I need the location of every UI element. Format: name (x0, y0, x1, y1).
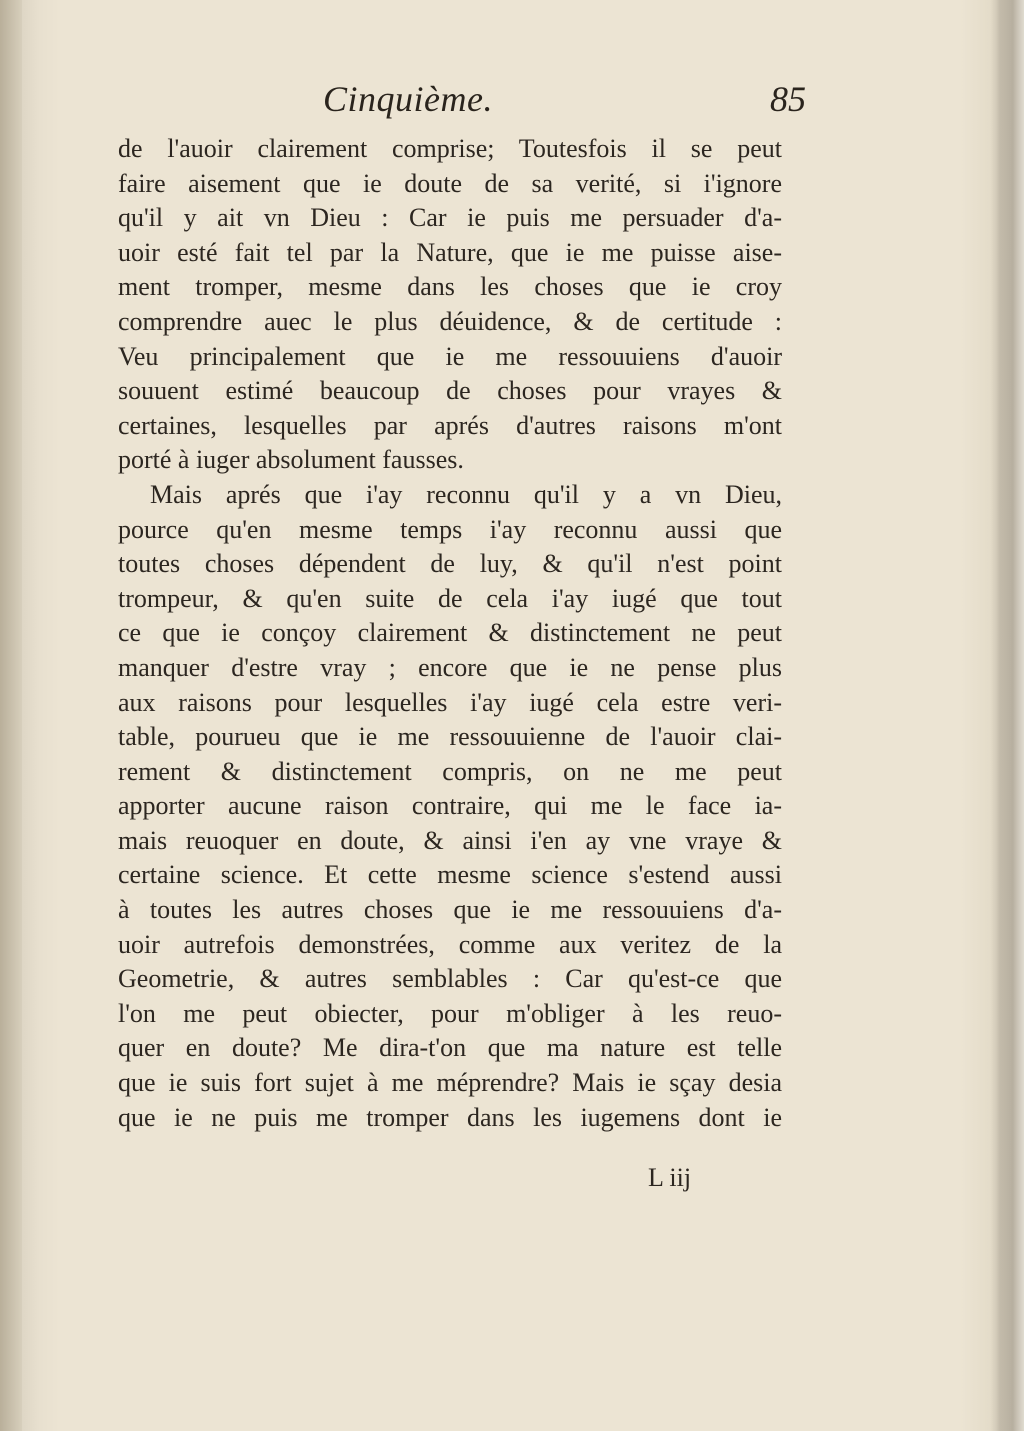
facing-page-edge (0, 0, 22, 1431)
text-line: comprendre auec le plus déuidence, & de certitude : (118, 306, 782, 336)
text-line: quer en doute? Me dira-t'on que ma nature est telle (118, 1033, 782, 1063)
text-line: à toutes les autres choses que ie me ressouuiens d'a- (118, 895, 782, 925)
text-line: table, pourueu que ie me ressouuienne de l'auoir clai- (118, 722, 782, 752)
text-line: rement & distinctement compris, on ne me peut (118, 756, 782, 786)
text-line: pource qu'en mesme temps i'ay reconnu aussi que (118, 514, 782, 544)
text-line: ment tromper, mesme dans les choses que ie croy (118, 272, 782, 302)
text-line: apporter aucune raison contraire, qui me le face ia- (118, 791, 782, 821)
text-line: Mais aprés que i'ay reconnu qu'il y a vn Dieu, (150, 479, 782, 509)
text-line: qu'il y ait vn Dieu : Car ie puis me persuader d'a- (118, 203, 782, 233)
text-line: aux raisons pour lesquelles i'ay iugé cela estre veri- (118, 687, 782, 717)
text-line: l'on me peut obiecter, pour m'obliger à les reuo- (118, 998, 782, 1028)
text-line: souuent estimé beaucoup de choses pour vrayes & (118, 376, 782, 406)
text-line: de l'auoir clairement comprise; Toutesfois il se peut (118, 134, 782, 163)
text-line: uoir esté fait tel par la Nature, que ie me puisse aise- (118, 237, 782, 267)
text-line: faire aisement que ie doute de sa verité, si i'ignore (118, 168, 782, 198)
signature-mark: L iij (648, 1163, 692, 1192)
page-fore-edge (996, 0, 1024, 1431)
text-line: certaine science. Et cette mesme science s'estend aussi (118, 860, 782, 890)
text-line: que ie ne puis me tromper dans les iugemens dont ie (118, 1102, 782, 1132)
text-line: certaines, lesquelles par aprés d'autres raisons m'ont (118, 410, 782, 440)
text-line: Geometrie, & autres semblables : Car qu'est-ce que (118, 964, 782, 994)
text-line: porté à iuger absolument fausses. (118, 445, 464, 475)
page-number: 85 (770, 79, 806, 119)
page-header (118, 78, 806, 128)
text-line: uoir autrefois demonstrées, comme aux veritez de la (118, 929, 782, 959)
text-line: trompeur, & qu'en suite de cela i'ay iugé que tout (118, 583, 782, 613)
text-line: que ie suis fort sujet à me méprendre? Mais ie sçay desia (118, 1068, 782, 1098)
text-line: Veu principalement que ie me ressouuiens d'auoir (118, 341, 782, 371)
text-line: ce que ie conçoy clairement & distinctement ne peut (118, 618, 782, 648)
text-line: toutes choses dépendent de luy, & qu'il n'est point (118, 549, 782, 579)
text-line: mais reuoquer en doute, & ainsi i'en ay vne vraye & (118, 825, 782, 855)
running-head: Cinquième. (323, 79, 493, 119)
body-text (118, 132, 782, 1135)
text-line: manquer d'estre vray ; encore que ie ne pense plus (118, 652, 782, 682)
